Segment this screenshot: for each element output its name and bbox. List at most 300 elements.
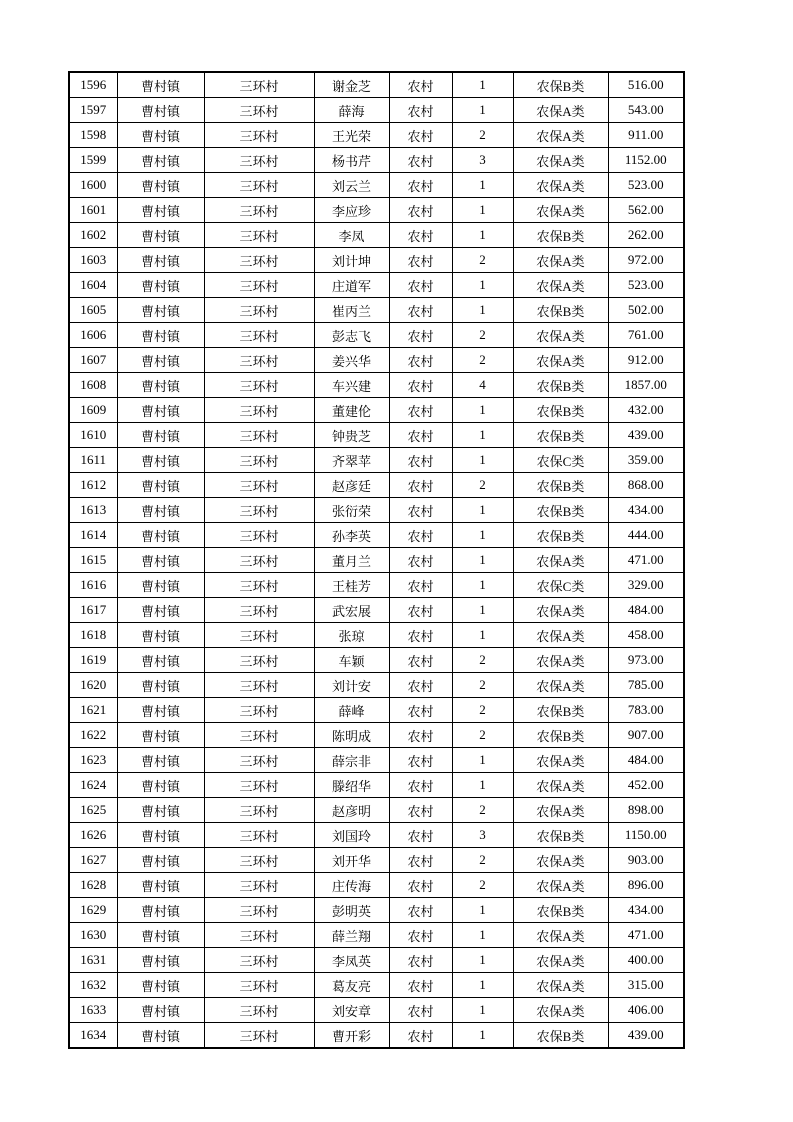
cell-name: 董月兰 — [314, 548, 389, 573]
cell-serial: 1615 — [69, 548, 117, 573]
cell-serial: 1603 — [69, 248, 117, 273]
cell-village: 三环村 — [204, 548, 314, 573]
table-row — [69, 148, 684, 173]
table-row — [69, 323, 684, 348]
cell-town: 曹村镇 — [117, 223, 204, 248]
cell-town: 曹村镇 — [117, 198, 204, 223]
cell-name: 彭志飞 — [314, 323, 389, 348]
cell-village: 三环村 — [204, 123, 314, 148]
cell-residence-type: 农村 — [389, 498, 452, 523]
cell-insurance-category: 农保C类 — [513, 573, 608, 598]
table-row — [69, 198, 684, 223]
cell-amount: 907.00 — [608, 723, 684, 748]
cell-town: 曹村镇 — [117, 798, 204, 823]
cell-serial: 1600 — [69, 173, 117, 198]
cell-serial: 1608 — [69, 373, 117, 398]
cell-village: 三环村 — [204, 523, 314, 548]
cell-amount: 783.00 — [608, 698, 684, 723]
cell-person-count: 2 — [452, 248, 513, 273]
cell-name: 刘国玲 — [314, 823, 389, 848]
cell-village: 三环村 — [204, 72, 314, 98]
cell-town: 曹村镇 — [117, 573, 204, 598]
cell-residence-type: 农村 — [389, 673, 452, 698]
cell-town: 曹村镇 — [117, 648, 204, 673]
cell-serial: 1614 — [69, 523, 117, 548]
cell-amount: 898.00 — [608, 798, 684, 823]
cell-village: 三环村 — [204, 98, 314, 123]
cell-insurance-category: 农保B类 — [513, 1023, 608, 1049]
cell-town: 曹村镇 — [117, 398, 204, 423]
cell-name: 董建伦 — [314, 398, 389, 423]
cell-town: 曹村镇 — [117, 923, 204, 948]
cell-town: 曹村镇 — [117, 273, 204, 298]
cell-insurance-category: 农保B类 — [513, 498, 608, 523]
cell-insurance-category: 农保A类 — [513, 98, 608, 123]
cell-serial: 1606 — [69, 323, 117, 348]
cell-serial: 1613 — [69, 498, 117, 523]
cell-village: 三环村 — [204, 323, 314, 348]
table-row — [69, 798, 684, 823]
cell-village: 三环村 — [204, 623, 314, 648]
cell-person-count: 1 — [452, 923, 513, 948]
cell-person-count: 1 — [452, 1023, 513, 1049]
cell-name: 刘云兰 — [314, 173, 389, 198]
cell-name: 车兴建 — [314, 373, 389, 398]
cell-person-count: 1 — [452, 623, 513, 648]
table-row — [69, 898, 684, 923]
cell-town: 曹村镇 — [117, 173, 204, 198]
cell-serial: 1632 — [69, 973, 117, 998]
table-row — [69, 1023, 684, 1049]
cell-serial: 1602 — [69, 223, 117, 248]
cell-insurance-category: 农保A类 — [513, 673, 608, 698]
cell-amount: 973.00 — [608, 648, 684, 673]
cell-town: 曹村镇 — [117, 298, 204, 323]
cell-insurance-category: 农保A类 — [513, 923, 608, 948]
cell-amount: 262.00 — [608, 223, 684, 248]
cell-residence-type: 农村 — [389, 98, 452, 123]
table-row — [69, 398, 684, 423]
table-row — [69, 748, 684, 773]
cell-village: 三环村 — [204, 273, 314, 298]
cell-insurance-category: 农保A类 — [513, 598, 608, 623]
cell-amount: 1150.00 — [608, 823, 684, 848]
table-row — [69, 98, 684, 123]
cell-name: 赵彦廷 — [314, 473, 389, 498]
cell-person-count: 1 — [452, 273, 513, 298]
cell-person-count: 1 — [452, 773, 513, 798]
cell-person-count: 2 — [452, 848, 513, 873]
cell-insurance-category: 农保A类 — [513, 323, 608, 348]
cell-amount: 896.00 — [608, 873, 684, 898]
cell-person-count: 2 — [452, 348, 513, 373]
cell-insurance-category: 农保B类 — [513, 423, 608, 448]
cell-residence-type: 农村 — [389, 173, 452, 198]
cell-insurance-category: 农保B类 — [513, 72, 608, 98]
table-row — [69, 473, 684, 498]
cell-town: 曹村镇 — [117, 423, 204, 448]
cell-village: 三环村 — [204, 648, 314, 673]
cell-name: 陈明成 — [314, 723, 389, 748]
cell-village: 三环村 — [204, 923, 314, 948]
cell-insurance-category: 农保A类 — [513, 848, 608, 873]
cell-insurance-category: 农保A类 — [513, 348, 608, 373]
cell-town: 曹村镇 — [117, 773, 204, 798]
cell-village: 三环村 — [204, 723, 314, 748]
cell-residence-type: 农村 — [389, 298, 452, 323]
cell-person-count: 1 — [452, 423, 513, 448]
cell-amount: 972.00 — [608, 248, 684, 273]
cell-person-count: 1 — [452, 98, 513, 123]
cell-amount: 1152.00 — [608, 148, 684, 173]
table-row — [69, 823, 684, 848]
cell-amount: 434.00 — [608, 498, 684, 523]
cell-name: 庄传海 — [314, 873, 389, 898]
cell-serial: 1622 — [69, 723, 117, 748]
cell-village: 三环村 — [204, 823, 314, 848]
cell-name: 刘安章 — [314, 998, 389, 1023]
cell-person-count: 1 — [452, 398, 513, 423]
cell-village: 三环村 — [204, 673, 314, 698]
cell-residence-type: 农村 — [389, 148, 452, 173]
cell-insurance-category: 农保B类 — [513, 698, 608, 723]
cell-person-count: 1 — [452, 223, 513, 248]
table-row — [69, 673, 684, 698]
cell-insurance-category: 农保A类 — [513, 798, 608, 823]
cell-person-count: 1 — [452, 498, 513, 523]
cell-name: 崔丙兰 — [314, 298, 389, 323]
cell-serial: 1616 — [69, 573, 117, 598]
table-row — [69, 723, 684, 748]
cell-amount: 439.00 — [608, 1023, 684, 1049]
table-row — [69, 648, 684, 673]
cell-amount: 912.00 — [608, 348, 684, 373]
cell-name: 刘开华 — [314, 848, 389, 873]
cell-serial: 1634 — [69, 1023, 117, 1049]
cell-serial: 1597 — [69, 98, 117, 123]
table-row — [69, 173, 684, 198]
cell-name: 王光荣 — [314, 123, 389, 148]
cell-insurance-category: 农保B类 — [513, 223, 608, 248]
cell-village: 三环村 — [204, 798, 314, 823]
table-row — [69, 573, 684, 598]
cell-name: 杨书芹 — [314, 148, 389, 173]
cell-insurance-category: 农保A类 — [513, 623, 608, 648]
cell-insurance-category: 农保A类 — [513, 873, 608, 898]
cell-amount: 562.00 — [608, 198, 684, 223]
cell-amount: 523.00 — [608, 173, 684, 198]
cell-name: 李凤英 — [314, 948, 389, 973]
cell-name: 李凤 — [314, 223, 389, 248]
cell-insurance-category: 农保A类 — [513, 998, 608, 1023]
cell-amount: 444.00 — [608, 523, 684, 548]
cell-residence-type: 农村 — [389, 72, 452, 98]
cell-town: 曹村镇 — [117, 498, 204, 523]
cell-amount: 439.00 — [608, 423, 684, 448]
cell-insurance-category: 农保B类 — [513, 523, 608, 548]
cell-residence-type: 农村 — [389, 273, 452, 298]
cell-amount: 471.00 — [608, 923, 684, 948]
cell-village: 三环村 — [204, 398, 314, 423]
cell-residence-type: 农村 — [389, 598, 452, 623]
cell-residence-type: 农村 — [389, 973, 452, 998]
table-row — [69, 498, 684, 523]
cell-person-count: 3 — [452, 148, 513, 173]
cell-village: 三环村 — [204, 773, 314, 798]
cell-residence-type: 农村 — [389, 898, 452, 923]
cell-serial: 1626 — [69, 823, 117, 848]
cell-town: 曹村镇 — [117, 723, 204, 748]
cell-serial: 1629 — [69, 898, 117, 923]
cell-insurance-category: 农保A类 — [513, 148, 608, 173]
cell-name: 滕绍华 — [314, 773, 389, 798]
cell-residence-type: 农村 — [389, 948, 452, 973]
cell-serial: 1623 — [69, 748, 117, 773]
cell-serial: 1611 — [69, 448, 117, 473]
cell-town: 曹村镇 — [117, 123, 204, 148]
cell-person-count: 4 — [452, 373, 513, 398]
cell-town: 曹村镇 — [117, 748, 204, 773]
cell-serial: 1628 — [69, 873, 117, 898]
table-row — [69, 773, 684, 798]
cell-amount: 903.00 — [608, 848, 684, 873]
table-body — [69, 72, 684, 1048]
cell-serial: 1604 — [69, 273, 117, 298]
cell-insurance-category: 农保C类 — [513, 448, 608, 473]
cell-residence-type: 农村 — [389, 123, 452, 148]
cell-name: 车颖 — [314, 648, 389, 673]
cell-name: 刘计安 — [314, 673, 389, 698]
cell-town: 曹村镇 — [117, 72, 204, 98]
cell-name: 庄道军 — [314, 273, 389, 298]
cell-town: 曹村镇 — [117, 323, 204, 348]
cell-amount: 359.00 — [608, 448, 684, 473]
cell-town: 曹村镇 — [117, 998, 204, 1023]
cell-serial: 1625 — [69, 798, 117, 823]
cell-person-count: 2 — [452, 673, 513, 698]
cell-village: 三环村 — [204, 573, 314, 598]
cell-residence-type: 农村 — [389, 798, 452, 823]
cell-serial: 1620 — [69, 673, 117, 698]
cell-person-count: 1 — [452, 72, 513, 98]
cell-village: 三环村 — [204, 148, 314, 173]
cell-person-count: 3 — [452, 823, 513, 848]
cell-residence-type: 农村 — [389, 198, 452, 223]
cell-serial: 1607 — [69, 348, 117, 373]
cell-person-count: 2 — [452, 723, 513, 748]
cell-name: 彭明英 — [314, 898, 389, 923]
cell-insurance-category: 农保B类 — [513, 898, 608, 923]
cell-village: 三环村 — [204, 498, 314, 523]
table-row — [69, 273, 684, 298]
table-row — [69, 998, 684, 1023]
cell-village: 三环村 — [204, 698, 314, 723]
cell-residence-type: 农村 — [389, 773, 452, 798]
table-row — [69, 848, 684, 873]
cell-insurance-category: 农保B类 — [513, 398, 608, 423]
cell-residence-type: 农村 — [389, 823, 452, 848]
table-row — [69, 423, 684, 448]
cell-insurance-category: 农保B类 — [513, 723, 608, 748]
cell-town: 曹村镇 — [117, 473, 204, 498]
cell-insurance-category: 农保A类 — [513, 248, 608, 273]
cell-amount: 315.00 — [608, 973, 684, 998]
cell-town: 曹村镇 — [117, 973, 204, 998]
cell-serial: 1621 — [69, 698, 117, 723]
cell-serial: 1596 — [69, 72, 117, 98]
table-row — [69, 948, 684, 973]
cell-name: 姜兴华 — [314, 348, 389, 373]
cell-name: 王桂芳 — [314, 573, 389, 598]
cell-village: 三环村 — [204, 998, 314, 1023]
cell-insurance-category: 农保A类 — [513, 973, 608, 998]
cell-serial: 1610 — [69, 423, 117, 448]
cell-person-count: 1 — [452, 173, 513, 198]
cell-amount: 911.00 — [608, 123, 684, 148]
cell-residence-type: 农村 — [389, 223, 452, 248]
cell-insurance-category: 农保A类 — [513, 273, 608, 298]
cell-person-count: 2 — [452, 648, 513, 673]
cell-person-count: 1 — [452, 523, 513, 548]
table-row — [69, 72, 684, 98]
cell-name: 薛峰 — [314, 698, 389, 723]
cell-village: 三环村 — [204, 748, 314, 773]
cell-residence-type: 农村 — [389, 373, 452, 398]
cell-person-count: 2 — [452, 873, 513, 898]
cell-insurance-category: 农保A类 — [513, 748, 608, 773]
cell-name: 葛友亮 — [314, 973, 389, 998]
cell-town: 曹村镇 — [117, 373, 204, 398]
cell-insurance-category: 农保A类 — [513, 948, 608, 973]
table-row — [69, 223, 684, 248]
cell-name: 武宏展 — [314, 598, 389, 623]
cell-person-count: 1 — [452, 948, 513, 973]
cell-serial: 1633 — [69, 998, 117, 1023]
cell-residence-type: 农村 — [389, 473, 452, 498]
table-row — [69, 923, 684, 948]
cell-name: 张琼 — [314, 623, 389, 648]
cell-insurance-category: 农保B类 — [513, 823, 608, 848]
cell-person-count: 1 — [452, 598, 513, 623]
cell-residence-type: 农村 — [389, 248, 452, 273]
cell-town: 曹村镇 — [117, 598, 204, 623]
table-row — [69, 348, 684, 373]
cell-person-count: 1 — [452, 448, 513, 473]
cell-amount: 761.00 — [608, 323, 684, 348]
cell-person-count: 2 — [452, 698, 513, 723]
table-row — [69, 598, 684, 623]
cell-person-count: 2 — [452, 323, 513, 348]
cell-serial: 1624 — [69, 773, 117, 798]
cell-village: 三环村 — [204, 248, 314, 273]
cell-village: 三环村 — [204, 473, 314, 498]
cell-amount: 471.00 — [608, 548, 684, 573]
cell-insurance-category: 农保A类 — [513, 548, 608, 573]
cell-town: 曹村镇 — [117, 873, 204, 898]
cell-serial: 1599 — [69, 148, 117, 173]
cell-amount: 434.00 — [608, 898, 684, 923]
cell-town: 曹村镇 — [117, 898, 204, 923]
cell-residence-type: 农村 — [389, 748, 452, 773]
cell-residence-type: 农村 — [389, 648, 452, 673]
cell-serial: 1605 — [69, 298, 117, 323]
cell-serial: 1631 — [69, 948, 117, 973]
table-row — [69, 448, 684, 473]
cell-person-count: 1 — [452, 898, 513, 923]
cell-village: 三环村 — [204, 423, 314, 448]
cell-residence-type: 农村 — [389, 348, 452, 373]
cell-name: 张衍荣 — [314, 498, 389, 523]
cell-amount: 458.00 — [608, 623, 684, 648]
table-row — [69, 298, 684, 323]
table-row — [69, 973, 684, 998]
cell-village: 三环村 — [204, 973, 314, 998]
cell-residence-type: 农村 — [389, 623, 452, 648]
table-row — [69, 523, 684, 548]
cell-name: 钟贵芝 — [314, 423, 389, 448]
cell-insurance-category: 农保A类 — [513, 198, 608, 223]
cell-amount: 329.00 — [608, 573, 684, 598]
table-row — [69, 623, 684, 648]
cell-amount: 1857.00 — [608, 373, 684, 398]
cell-village: 三环村 — [204, 1023, 314, 1049]
cell-residence-type: 农村 — [389, 998, 452, 1023]
cell-residence-type: 农村 — [389, 448, 452, 473]
cell-town: 曹村镇 — [117, 548, 204, 573]
cell-town: 曹村镇 — [117, 98, 204, 123]
cell-residence-type: 农村 — [389, 723, 452, 748]
cell-name: 薛宗非 — [314, 748, 389, 773]
cell-village: 三环村 — [204, 598, 314, 623]
cell-amount: 484.00 — [608, 748, 684, 773]
cell-serial: 1598 — [69, 123, 117, 148]
cell-insurance-category: 农保B类 — [513, 373, 608, 398]
cell-residence-type: 农村 — [389, 1023, 452, 1049]
cell-name: 李应珍 — [314, 198, 389, 223]
cell-town: 曹村镇 — [117, 673, 204, 698]
cell-person-count: 1 — [452, 573, 513, 598]
cell-town: 曹村镇 — [117, 948, 204, 973]
cell-town: 曹村镇 — [117, 448, 204, 473]
cell-insurance-category: 农保A类 — [513, 173, 608, 198]
cell-name: 曹开彩 — [314, 1023, 389, 1049]
cell-residence-type: 农村 — [389, 848, 452, 873]
cell-residence-type: 农村 — [389, 523, 452, 548]
cell-serial: 1618 — [69, 623, 117, 648]
cell-residence-type: 农村 — [389, 423, 452, 448]
cell-person-count: 2 — [452, 473, 513, 498]
table-row — [69, 123, 684, 148]
cell-insurance-category: 农保A类 — [513, 123, 608, 148]
cell-serial: 1619 — [69, 648, 117, 673]
cell-serial: 1609 — [69, 398, 117, 423]
cell-residence-type: 农村 — [389, 573, 452, 598]
cell-amount: 543.00 — [608, 98, 684, 123]
cell-person-count: 1 — [452, 998, 513, 1023]
cell-amount: 452.00 — [608, 773, 684, 798]
cell-insurance-category: 农保A类 — [513, 648, 608, 673]
cell-person-count: 2 — [452, 798, 513, 823]
cell-village: 三环村 — [204, 898, 314, 923]
cell-residence-type: 农村 — [389, 923, 452, 948]
cell-residence-type: 农村 — [389, 548, 452, 573]
data-table — [68, 71, 685, 1049]
cell-name: 孙李英 — [314, 523, 389, 548]
cell-amount: 785.00 — [608, 673, 684, 698]
table-row — [69, 698, 684, 723]
cell-name: 谢金芝 — [314, 72, 389, 98]
cell-town: 曹村镇 — [117, 523, 204, 548]
